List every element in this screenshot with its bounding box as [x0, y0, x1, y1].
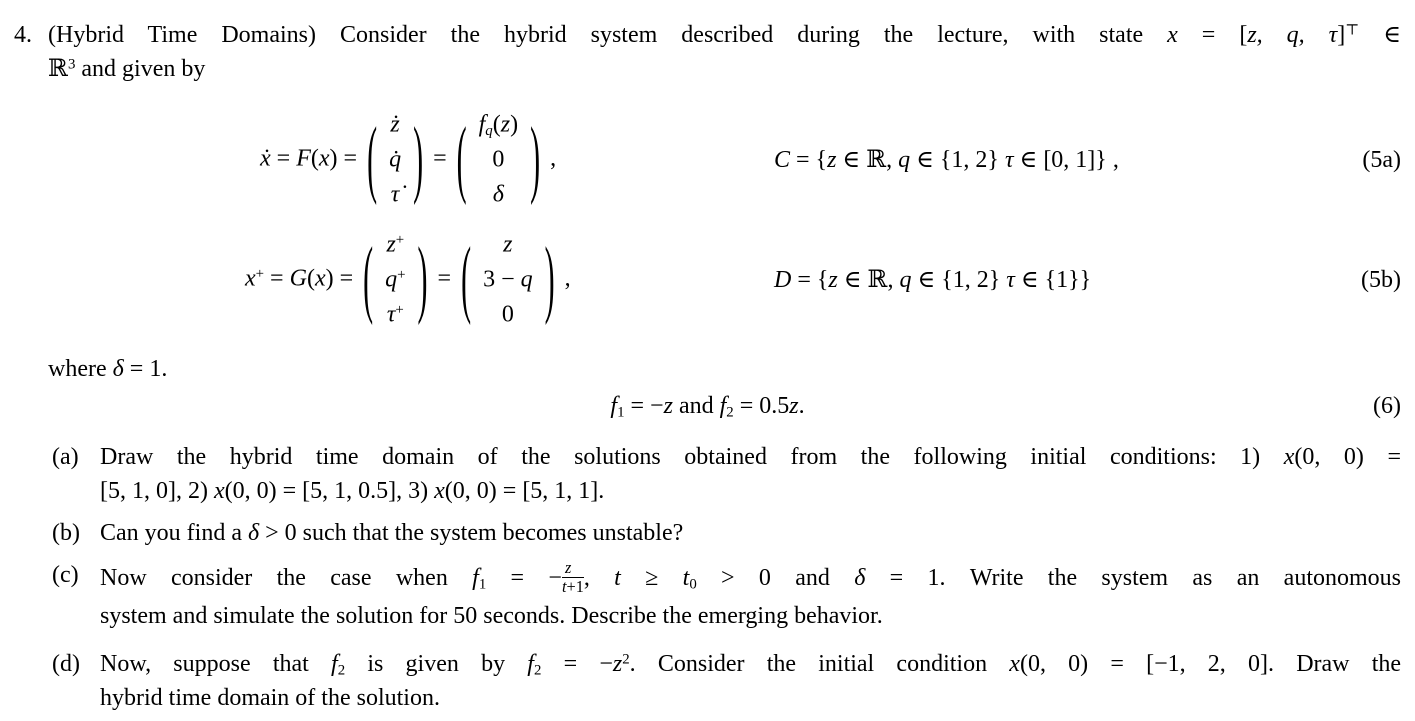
matrix-5a-flow-values	[457, 108, 540, 213]
subquestion-d-line2: hybrid time domain of the solution.	[100, 684, 440, 711]
equation-tag-5b: (5b)	[1361, 267, 1401, 293]
equals-sign: =	[437, 265, 452, 292]
matrix-row: q̇	[389, 146, 402, 173]
where-clause: where δ = 1.	[48, 356, 168, 382]
matrix-row: τ̇	[390, 181, 400, 208]
subquestion-c-line2: system and simulate the solution for 50 seconds. Describe the emerging behavior.	[100, 602, 883, 629]
subquestion-c-label: (c)	[52, 562, 79, 588]
matrix-row: q+	[385, 266, 406, 293]
fraction: $\frac{z}{t+1}$	[561, 557, 584, 597]
subquestion-d	[14, 647, 1401, 715]
problem-intro-line1: (Hybrid Time Domains) Consider the hybrid system described during the lecture, with state x = [z, q, τ]⊤ ∈	[48, 22, 1402, 48]
matrix-row: z+	[386, 231, 405, 258]
problem-intro-line2: ℝ$^3$ and given by	[48, 56, 206, 82]
equation-5a-flow-map	[260, 108, 556, 213]
left-paren-icon: (	[367, 110, 378, 207]
equation-6-body: f1 = −z and f2 = 0.5z.	[610, 393, 805, 421]
equals-sign: =	[433, 145, 447, 172]
left-paren-icon: (	[456, 110, 467, 207]
matrix-row: fq(z)	[478, 111, 519, 140]
subquestion-c-line1: Now consider the case when f1 = − $\frac{z}{t+1}$ , t ≥ t0 > 0 and δ = 1. Write the system as an autonomous	[100, 557, 1402, 597]
equation-5b-lhs: x+ = G(x) =	[245, 265, 354, 292]
subquestion-c	[14, 558, 1401, 633]
left-paren-icon: (	[363, 230, 374, 327]
problem-number: 4.	[14, 22, 32, 48]
matrix-5a-state-derivatives	[367, 108, 423, 213]
subquestion-a-line2: [5, 1, 0], 2) x(0, 0) = [5, 1, 0.5], 3) x(0, 0) = [5, 1, 1].	[100, 478, 605, 504]
subquestion-b-label: (b)	[52, 520, 80, 546]
equation-tag-5a: (5a)	[1362, 147, 1401, 173]
flow-set-definition: C = {z ∈ ℝ, q ∈ {1, 2} τ ∈ [0, 1]} ,	[774, 147, 1119, 173]
matrix-5b-jump-values	[461, 228, 555, 333]
right-paren-icon: )	[413, 110, 424, 207]
equation-tag-6: (6)	[1373, 393, 1401, 419]
problem-statement	[14, 18, 1401, 86]
left-paren-icon: (	[461, 230, 472, 327]
matrix-row: 0	[492, 146, 505, 173]
subquestion-d-label: (d)	[52, 650, 80, 677]
subquestion-a-label: (a)	[52, 444, 79, 470]
matrix-column	[377, 108, 413, 213]
right-paren-icon: )	[417, 230, 428, 327]
right-paren-icon: )	[530, 110, 541, 207]
right-paren-icon: )	[544, 230, 555, 327]
subquestion-b	[14, 516, 1401, 550]
matrix-column	[471, 228, 545, 333]
matrix-column	[373, 228, 417, 333]
matrix-row: z	[503, 231, 513, 258]
equation-5b-jump-map	[245, 228, 571, 333]
comma: ,	[564, 265, 571, 292]
comma: ,	[550, 145, 557, 172]
equation-5a	[14, 102, 1401, 218]
equation-6	[14, 386, 1401, 426]
subquestion-d-line1: Now, suppose that f2 is given by $f2 = -z^2$. Consider the initial condition x(0, 0) = [−1, 2, 0]. Draw the	[100, 650, 1402, 679]
equation-5b	[14, 222, 1401, 338]
matrix-row: δ	[492, 181, 504, 208]
subquestion-a	[14, 440, 1401, 508]
matrix-column	[467, 108, 530, 213]
matrix-row: τ+	[386, 301, 404, 328]
matrix-row: 0	[501, 301, 514, 328]
jump-set-definition: D = {z ∈ ℝ, q ∈ {1, 2} τ ∈ {1}}	[774, 267, 1092, 293]
matrix-row: 3 − q	[483, 266, 533, 293]
equation-5a-lhs: ẋ = F(x) =	[260, 145, 358, 172]
subquestion-a-line1: Draw the hybrid time domain of the solutions obtained from the following initial conditions: 1) x(0, 0) =	[100, 444, 1401, 470]
matrix-5b-state-plus	[363, 228, 427, 333]
matrix-row: ż	[390, 111, 400, 138]
subquestion-b-line1: Can you find a δ > 0 such that the system becomes unstable?	[100, 520, 684, 546]
